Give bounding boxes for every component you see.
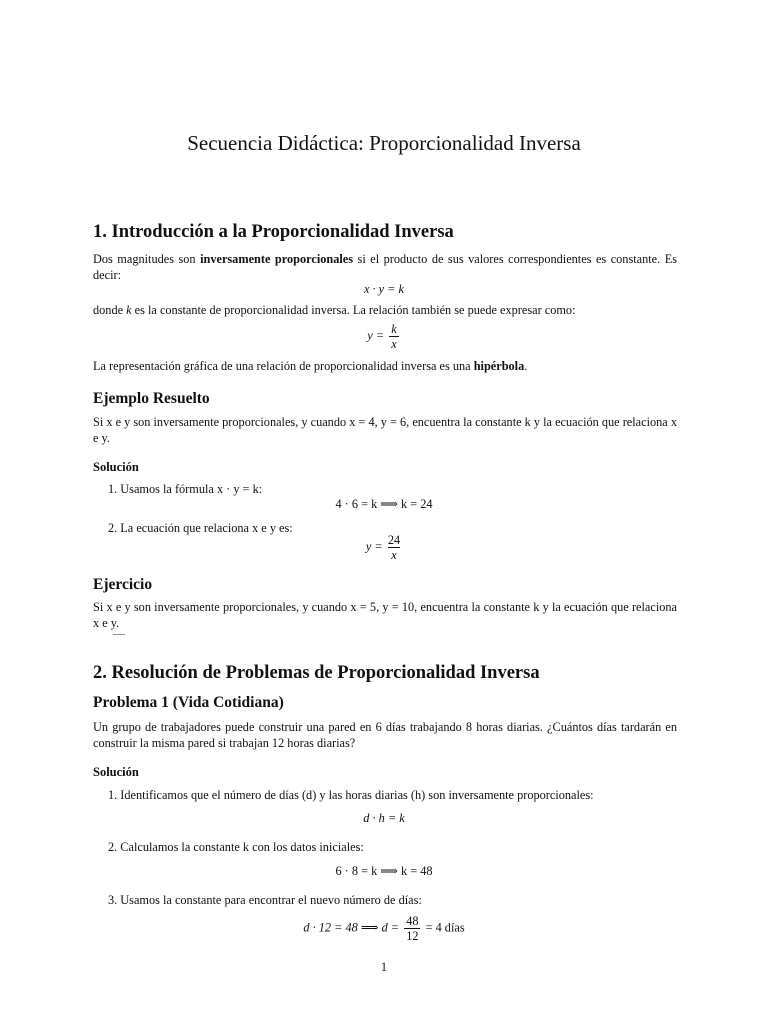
problem-1-step-1-eq-text: d · h = k <box>363 811 405 825</box>
intro-bold-term: inversamente proporcionales <box>200 252 354 266</box>
graph-text-b: . <box>524 359 528 373</box>
graph-text-a: La representación gráfica de una relación de proporcionalidad inversa es una <box>93 359 474 373</box>
where-text-b: es la constante de proporcionalidad inversa. La relación también se puede expresar como: <box>131 303 576 317</box>
problem-1-text: Un grupo de trabajadores puede construir una pared en 6 días trabajando 8 horas diarias. ¿Cuántos días tardarán en construir la misma pared si trabajan 12 horas diarias? <box>93 720 677 750</box>
equation-fraction <box>0 322 768 351</box>
intro-text-a: Dos magnitudes son <box>93 252 201 266</box>
intro-text-b: si el producto de sus valores correspondientes es constante. Es decir: <box>93 252 677 282</box>
exercise-dash: — <box>113 626 125 640</box>
example-step-2-equation <box>0 533 768 562</box>
fraction-denominator: x <box>391 337 397 351</box>
section-2-heading: 2. Resolución de Problemas de Proporcionalidad Inversa <box>93 663 540 683</box>
example-step-1: 1. Usamos la fórmula x · y = k: <box>108 482 263 496</box>
problem-1-step-2-equation: 6 · 8 = k ⟹ k = 48 <box>335 864 433 878</box>
where-paragraph <box>93 302 677 318</box>
example-solution-label: Solución <box>93 460 139 474</box>
problem-1-step-2: 2. Calculamos la constante k con los datos iniciales: <box>108 840 364 854</box>
equation-fraction-lhs: y = <box>367 328 385 343</box>
example-statement: Si x e y son inversamente proporcionales, y cuando x = 4, y = 6, encuentra la constante k y la ecuación que relaciona x e y. <box>93 415 677 445</box>
problem-1-solution-label: Solución <box>93 765 139 779</box>
example-step-2-lhs: y = <box>365 539 383 554</box>
equation-product-text: x · y = k <box>363 282 405 296</box>
problem-1-step-3-lhs: d · 12 = 48 ⟹ d = <box>303 920 400 935</box>
where-k: k <box>126 303 132 317</box>
problem-1-step-3-equation <box>0 914 768 943</box>
fraction-48-over-12 <box>404 914 420 943</box>
example-heading: Ejemplo Resuelto <box>93 390 210 407</box>
intro-paragraph <box>93 251 677 283</box>
problem-1-step-3: 3. Usamos la constante para encontrar el nuevo número de días: <box>108 893 422 907</box>
example-step-1-equation: 4 · 6 = k ⟹ k = 24 <box>335 497 433 511</box>
exercise-heading: Ejercicio <box>93 576 153 593</box>
problem-1-step-3-rhs: = 4 días <box>425 920 465 935</box>
problem-1-step-1-equation <box>0 811 768 826</box>
fraction-denominator: x <box>388 547 400 562</box>
graph-paragraph <box>93 358 677 374</box>
page-number: 1 <box>380 960 388 974</box>
problem-1-step-1: 1. Identificamos que el número de días (d) y las horas diarias (h) son inversamente proporcionales: <box>108 788 594 802</box>
fraction-k-over-x <box>389 322 398 351</box>
exercise-statement: Si x e y son inversamente proporcionales, y cuando x = 5, y = 10, encuentra la constante k y la ecuación que relaciona x e y. <box>93 600 677 630</box>
fraction-24-over-x <box>388 533 400 562</box>
equation-product <box>0 282 768 297</box>
fraction-denominator: 12 <box>406 929 419 943</box>
fraction-numerator: k <box>391 322 397 336</box>
example-step-2: 2. La ecuación que relaciona x e y es: <box>108 521 293 535</box>
graph-bold-term: hipérbola <box>473 359 525 373</box>
problem-1-heading: Problema 1 (Vida Cotidiana) <box>93 694 284 711</box>
where-text-a: donde <box>93 303 127 317</box>
fraction-numerator: 24 <box>387 533 401 547</box>
document-title: Secuencia Didáctica: Proporcionalidad Inversa <box>187 131 581 155</box>
fraction-numerator: 48 <box>406 914 419 928</box>
section-1-heading: 1. Introducción a la Proporcionalidad Inversa <box>93 222 454 242</box>
